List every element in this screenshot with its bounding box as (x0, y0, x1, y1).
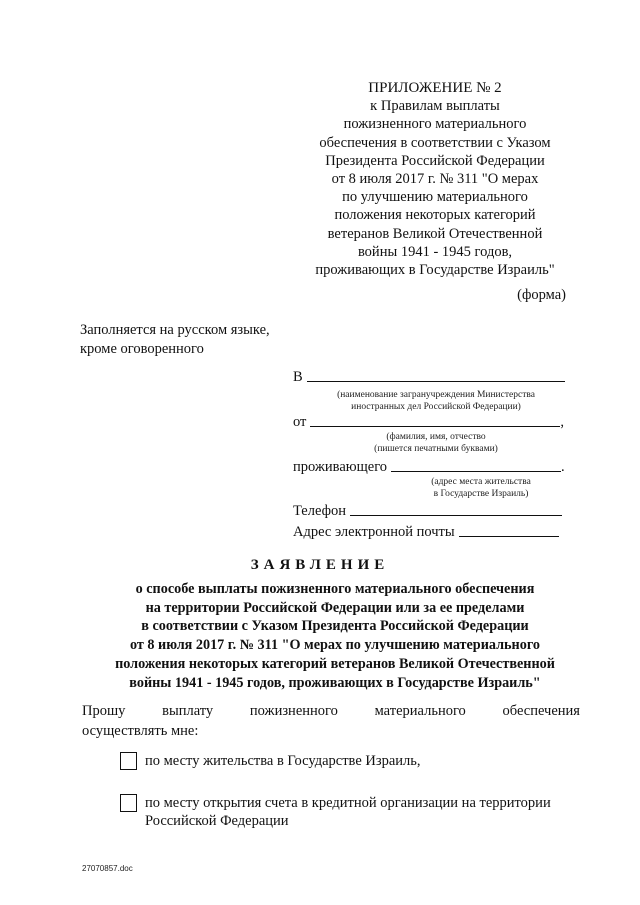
field-email (293, 524, 559, 541)
subtitle-line: от 8 июля 2017 г. № 311 "О мерах по улучшению материального (129, 637, 541, 654)
option-russia-account (120, 794, 551, 830)
appendix-line: положения некоторых категорий (334, 207, 536, 224)
field-residing-label: проживающего (293, 459, 388, 475)
field-from (293, 414, 564, 431)
appendix-line: к Правилам выплаты (370, 98, 500, 115)
subtitle-line: в соответствии с Указом Президента Российской Федерации (141, 618, 529, 635)
option-label-line: по месту открытия счета в кредитной организации на территории (145, 795, 551, 811)
request-word: материального (374, 703, 466, 719)
field-residing-input-line[interactable] (391, 470, 561, 472)
field-to-hint (305, 389, 567, 413)
field-phone-input-line[interactable] (350, 514, 562, 516)
field-residing (293, 459, 565, 476)
field-residing-hint (395, 476, 567, 500)
field-from-label: от (293, 414, 307, 430)
subtitle-line: о способе выплаты пожизненного материального обеспечения (135, 581, 535, 597)
field-email-input-line[interactable] (459, 535, 559, 537)
option-israel-residence (120, 752, 421, 770)
appendix-line: обеспечения в соответствии с Указом (319, 134, 551, 151)
file-reference: 27070857.doc (82, 864, 133, 873)
subtitle-line: войны 1941 - 1945 годов, проживающих в Государстве Израиль" (129, 674, 541, 691)
option-israel-checkbox[interactable] (120, 752, 137, 770)
field-from-comma: , (560, 414, 565, 430)
fill-note (80, 321, 270, 358)
field-from-hint (325, 431, 547, 455)
form-label: (форма) (517, 287, 566, 303)
request-word: обеспечения (502, 703, 580, 719)
field-from-input-line[interactable] (310, 425, 560, 427)
appendix-header (290, 79, 580, 279)
fill-note-line: кроме оговоренного (80, 340, 204, 357)
field-residing-dot: . (561, 459, 565, 475)
option-russia-checkbox[interactable] (120, 794, 137, 812)
appendix-line: ветеранов Великой Отечественной (327, 225, 543, 242)
request-word: пожизненного (249, 703, 338, 719)
option-russia-label (145, 794, 551, 830)
field-phone-label: Телефон (293, 503, 346, 519)
request-word: выплату (162, 703, 214, 719)
request-word: Прошу (82, 703, 126, 719)
subtitle-line: на территории Российской Федерации или за ее пределами (145, 599, 525, 616)
hint-line: в Государстве Израиль) (433, 489, 529, 499)
subtitle-line: положения некоторых категорий ветеранов Великой Отечественной (115, 655, 555, 672)
option-label-line: Российской Федерации (145, 813, 289, 829)
hint-line: (фамилия, имя, отчество (386, 432, 486, 442)
statement-title: ЗАЯВЛЕНИЕ (250, 557, 390, 573)
appendix-title: ПРИЛОЖЕНИЕ № 2 (368, 80, 502, 96)
option-israel-label: по месту жительства в Государстве Израиль, (145, 753, 421, 769)
hint-line: (пишется печатными буквами) (374, 444, 498, 454)
field-phone (293, 503, 562, 520)
hint-line: (наименование загранучреждения Министерства (337, 390, 535, 400)
fill-note-line: Заполняется на русском языке, (80, 322, 270, 338)
field-email-label: Адрес электронной почты (293, 524, 455, 540)
appendix-line: Президента Российской Федерации (325, 152, 545, 169)
appendix-line: от 8 июля 2017 г. № 311 "О мерах (331, 171, 539, 188)
appendix-line: войны 1941 - 1945 годов, (357, 243, 513, 260)
hint-line: (адрес места жительства (431, 477, 531, 487)
request-line-1 (82, 703, 580, 720)
hint-line: иностранных дел Российской Федерации) (351, 402, 521, 412)
appendix-line: пожизненного материального (343, 116, 527, 133)
field-to-input-line[interactable] (307, 380, 565, 382)
statement-subtitle (90, 580, 580, 692)
request-line-2: осуществлять мне: (82, 723, 199, 739)
appendix-line: проживающих в Государстве Израиль" (315, 262, 555, 279)
appendix-line: по улучшению материального (342, 189, 528, 206)
field-to (293, 369, 565, 386)
field-to-label: В (293, 369, 303, 385)
